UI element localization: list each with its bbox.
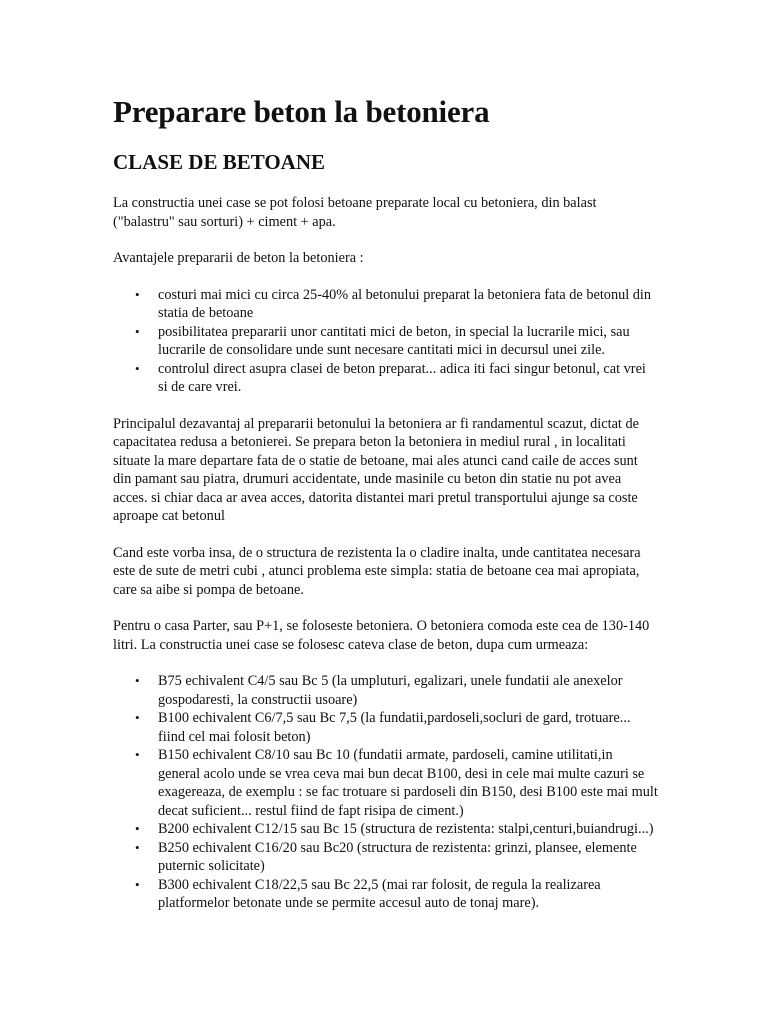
list-item: [135, 360, 658, 397]
list-item: [135, 286, 658, 323]
list-item: [135, 820, 658, 839]
disadvantage-paragraph: Principalul dezavantaj al prepararii betonului la betoniera ar fi randamentul scazut, dictat de capacitatea redusa a betonierei. Se prepara beton la betoniera in mediul rural , in localitati situate la mare departare fata de o statie de betoane, mai ales atunci cand caile de acces sunt din pamant sau piatra, drumuri accidentate, unde masinile cu beton din statie nu pot avea acces. si chiar daca ar avea acces, datorita distantei mari pretul transportului ajunge sa coste aproape cat betonul: [113, 415, 639, 524]
list-item-text: posibilitatea prepararii unor cantitati mici de beton, in special la lucrarile mici, sau lucrarile de consolidare unde sunt necesare cantitati mici in decursul unei zile.: [158, 323, 630, 358]
bullet-icon: •: [135, 876, 140, 892]
tall-building-paragraph: Cand este vorba insa, de o structura de rezistenta la o cladire inalta, unde cantitatea necesara este de sute de metri cubi , atunci problema este simpla: statia de betoane cea mai apropiata, care sa aibe si pompa de betoane.: [113, 544, 641, 598]
list-item-text: B100 echivalent C6/7,5 sau Bc 7,5 (la fundatii,pardoseli,socluri de gard, trotuare... fiind cel mai folosit beton): [158, 710, 631, 745]
advantages-list: [113, 286, 658, 397]
list-item: [135, 876, 658, 913]
list-item-text: B75 echivalent C4/5 sau Bc 5 (la umpluturi, egalizari, unele fundatii ale anexelor gospodaresti, la constructii usoare): [158, 673, 623, 708]
list-item-text: B300 echivalent C18/22,5 sau Bc 22,5 (mai rar folosit, de regula la realizarea platformelor betonate unde se permite accesul auto de tonaj mare).: [158, 876, 601, 911]
list-item: [135, 709, 658, 746]
bullet-icon: •: [135, 286, 140, 302]
document-title: Preparare beton la betoniera: [113, 94, 490, 129]
concrete-classes-list: [113, 672, 658, 913]
list-item-text: B200 echivalent C12/15 sau Bc 15 (structura de rezistenta: stalpi,centuri,buiandrugi...): [158, 821, 654, 837]
bullet-icon: •: [135, 360, 140, 376]
parter-paragraph: Pentru o casa Parter, sau P+1, se foloseste betoniera. O betoniera comoda este cea de 130-140 litri. La constructia unei case se folosesc cateva clase de beton, dupa cum urmeaza:: [113, 618, 650, 653]
list-item-text: B150 echivalent C8/10 sau Bc 10 (fundatii armate, pardoseli, camine utilitati,in general acolo unde se vrea ceva mai bun decat B100, desi in cele mai multe cazuri se exagereaza, de exemplu : se fac trotuare si pardoseli din B150, desi B100 este mai mult decat suficient... restul fiind de fapt risipa de ciment.): [158, 747, 658, 819]
list-item: [135, 839, 658, 876]
bullet-icon: •: [135, 747, 140, 762]
section-heading: CLASE DE BETOANE: [113, 150, 326, 174]
bullet-icon: •: [135, 673, 140, 688]
bullet-icon: •: [135, 821, 140, 836]
bullet-icon: •: [135, 323, 140, 339]
advantages-heading: Avantajele prepararii de beton la betoniera :: [113, 250, 364, 266]
list-item-text: costuri mai mici cu circa 25-40% al betonului preparat la betoniera fata de betonul din statia de betoane: [158, 286, 652, 321]
list-item: [135, 672, 658, 709]
bullet-icon: •: [135, 839, 140, 855]
list-item-text: controlul direct asupra clasei de beton preparat... adica iti faci singur betonul, cat vrei si de care vrei.: [158, 360, 646, 395]
document-page: [113, 92, 658, 913]
list-item-text: B250 echivalent C16/20 sau Bc20 (structura de rezistenta: grinzi, plansee, elemente puternic solicitate): [158, 839, 637, 874]
intro-paragraph: La constructia unei case se pot folosi betoane preparate local cu betoniera, din balast ("balastru" sau sorturi) + ciment + apa.: [113, 195, 597, 230]
list-item: [135, 746, 658, 820]
bullet-icon: •: [135, 710, 140, 725]
list-item: [135, 323, 658, 360]
